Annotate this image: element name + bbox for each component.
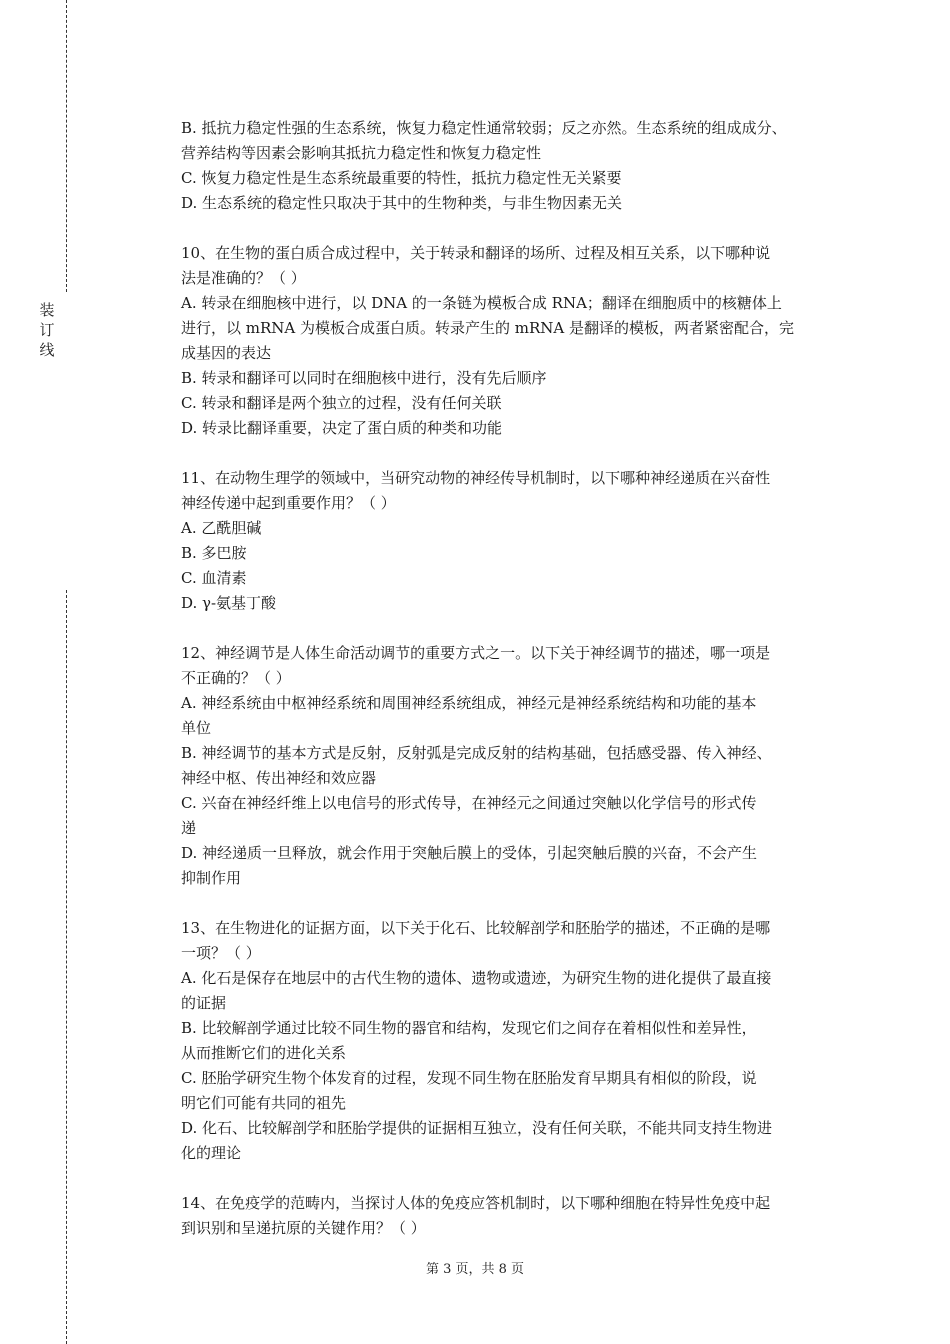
binding-label [38, 300, 56, 360]
option-b [181, 741, 851, 791]
option-line: B. 比较解剖学通过比较不同生物的器官和结构，发现它们之间存在着相似性和差异性， [181, 1019, 757, 1037]
option-line: C. 转录和翻译是两个独立的过程，没有任何关联 [181, 394, 502, 412]
spacer [181, 1166, 851, 1191]
option-b [181, 366, 851, 391]
option-line: C. 胚胎学研究生物个体发育的过程，发现不同生物在胚胎发育早期具有相似的阶段，说 [181, 1069, 757, 1087]
option-c: C. 血清素 [181, 569, 247, 587]
option-line: A. 神经系统由中枢神经系统和周围神经系统组成，神经元是神经系统结构和功能的基本 [181, 694, 757, 712]
spacer [181, 891, 851, 916]
option-c [181, 166, 851, 191]
option-line: D. 化石、比较解剖学和胚胎学提供的证据相互独立，没有任何关联，不能共同支持生物进 [181, 1119, 773, 1137]
question-stem [181, 1191, 851, 1241]
binding-dashed-line-bottom [66, 590, 67, 1344]
option-b [181, 116, 851, 166]
spacer [181, 216, 851, 241]
option-line: D. 转录比翻译重要，决定了蛋白质的种类和功能 [181, 419, 503, 437]
option-b: B. 多巴胺 [181, 544, 247, 562]
option-line: 进行，以 mRNA 为模板合成蛋白质。转录产生的 mRNA 是翻译的模板，两者紧密配合，完 [181, 319, 795, 337]
spacer [181, 616, 851, 641]
option-line: 神经中枢、传出神经和效应器 [181, 769, 377, 787]
question-12 [181, 641, 851, 891]
option-line: D. 神经递质一旦释放，就会作用于突触后膜上的受体，引起突触后膜的兴奋，不会产生 [181, 844, 758, 862]
option-d [181, 841, 851, 891]
spacer [181, 441, 851, 466]
question-13 [181, 916, 851, 1166]
option-line: 的证据 [181, 994, 227, 1012]
option-line: 抑制作用 [181, 869, 242, 887]
stem-line: 12、神经调节是人体生命活动调节的重要方式之一。以下关于神经调节的描述，哪一项是 [181, 644, 771, 662]
binding-dashed-line-top [66, 0, 67, 292]
question-14 [181, 1191, 851, 1241]
stem-line: 10、在生物的蛋白质合成过程中，关于转录和翻译的场所、过程及相互关系，以下哪种说 [181, 244, 771, 262]
stem-line: 11、在动物生理学的领域中，当研究动物的神经传导机制时，以下哪种神经递质在兴奋性 [181, 469, 771, 487]
option-line: A. 转录在细胞核中进行，以 DNA 的一条链为模板合成 RNA；翻译在细胞质中的核糖体上 [181, 294, 782, 312]
option-line: B. 抵抗力稳定性强的生态系统，恢复力稳定性通常较弱；反之亦然。生态系统的组成成分、 [181, 119, 787, 137]
option-line: 从而推断它们的进化关系 [181, 1044, 347, 1062]
stem-line: 14、在免疫学的范畴内，当探讨人体的免疫应答机制时，以下哪种细胞在特异性免疫中起 [181, 1194, 771, 1212]
option-a: A. 乙酰胆碱 [181, 519, 262, 537]
question-stem [181, 916, 851, 966]
option-c [181, 391, 851, 416]
question-stem [181, 641, 851, 691]
question-10 [181, 241, 851, 441]
option-line: C. 兴奋在神经纤维上以电信号的形式传导，在神经元之间通过突触以化学信号的形式传 [181, 794, 757, 812]
question-11 [181, 466, 851, 616]
option-d [181, 416, 851, 441]
question-stem [181, 466, 851, 516]
binding-label-char: 订 [39, 321, 55, 339]
stem-line: 13、在生物进化的证据方面，以下关于化石、比较解剖学和胚胎学的描述，不正确的是哪 [181, 919, 771, 937]
option-d [181, 1116, 851, 1166]
option-line: 单位 [181, 719, 212, 737]
option-a [181, 291, 851, 366]
option-line: C. 恢复力稳定性是生态系统最重要的特性，抵抗力稳定性无关紧要 [181, 169, 622, 187]
option-d [181, 191, 851, 216]
option-b [181, 1016, 851, 1066]
option-line: A. 化石是保存在地层中的古代生物的遗体、遗物或遗迹，为研究生物的进化提供了最直接 [181, 969, 772, 987]
option-line: 明它们可能有共同的祖先 [181, 1094, 347, 1112]
binding-label-char: 线 [39, 341, 55, 359]
option-a [181, 691, 851, 741]
option-line: B. 转录和翻译可以同时在细胞核中进行，没有先后顺序 [181, 369, 547, 387]
option-line: 化的理论 [181, 1144, 242, 1162]
stem-line: 神经传递中起到重要作用？（ ） [181, 494, 396, 512]
option-c [181, 1066, 851, 1116]
option-a [181, 966, 851, 1016]
option-line: 营养结构等因素会影响其抵抗力稳定性和恢复力稳定性 [181, 144, 542, 162]
stem-line: 一项？（ ） [181, 944, 261, 962]
stem-line: 到识别和呈递抗原的关键作用？（ ） [181, 1219, 426, 1237]
stem-line: 法是准确的？（ ） [181, 269, 306, 287]
option-line: 递 [181, 819, 197, 837]
question-9-continued [181, 116, 851, 216]
option-line: 成基因的表达 [181, 344, 272, 362]
stem-line: 不正确的？（ ） [181, 669, 291, 687]
binding-margin [0, 0, 120, 1344]
question-content [181, 116, 851, 1241]
option-c [181, 791, 851, 841]
option-d: D. γ-氨基丁酸 [181, 594, 277, 612]
question-stem [181, 241, 851, 291]
option-line: B. 神经调节的基本方式是反射，反射弧是完成反射的结构基础，包括感受器、传入神经、 [181, 744, 772, 762]
page-footer: 第 3 页，共 8 页 [425, 1262, 525, 1277]
binding-label-char: 装 [39, 301, 55, 319]
option-line: D. 生态系统的稳定性只取决于其中的生物种类，与非生物因素无关 [181, 194, 623, 212]
